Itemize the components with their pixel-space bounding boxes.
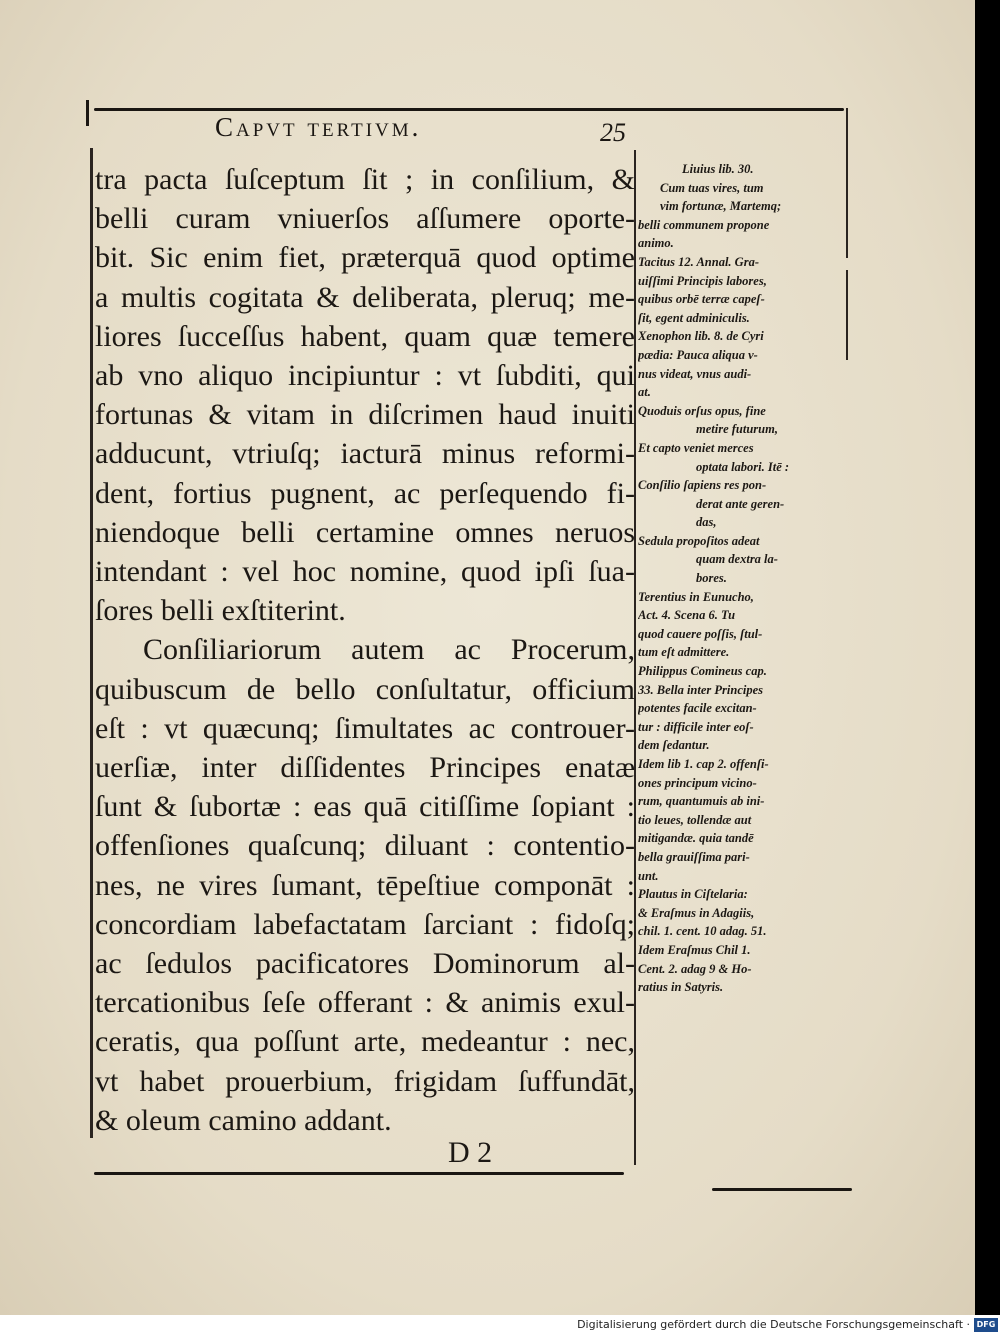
margin-note-line: 33. Bella inter Principes xyxy=(638,682,763,697)
margin-note-line: Conſilio ſapiens res pon- xyxy=(638,478,767,493)
footer-rule-right xyxy=(712,1188,852,1191)
text-line: a multis cogitata & deliberata, pleruq; me- xyxy=(95,280,635,314)
text-line: ac ſedulos pacificatores Dominorum al- xyxy=(95,947,635,981)
margin-note-line: & Eraſmus in Adagiis, xyxy=(638,905,755,920)
margin-note-line: Liuius lib. 30. xyxy=(682,162,754,176)
margin-note-line: dem ſedantur. xyxy=(638,738,710,753)
text-line: & oleum camino addant. xyxy=(95,1103,392,1137)
margin-note-line: quibus orbē terræ capeſ- xyxy=(638,292,765,307)
margin-note-line: Idem Eraſmus Chil 1. xyxy=(638,942,751,957)
text-line: intendant : vel hoc nomine, quod ipſi ſua- xyxy=(95,555,635,589)
margin-note-line: tio leues, tollendæ aut xyxy=(638,812,752,827)
margin-note-line: Quoduis orſus opus, fine xyxy=(638,403,766,418)
margin-note-line: bores. xyxy=(696,571,727,586)
margin-note-line: ratius in Satyris. xyxy=(638,980,724,995)
text-line: liores ſucceſſus habent, quam quæ temere xyxy=(95,319,635,353)
margin-note-line: Tacitus 12. Annal. Gra- xyxy=(638,254,759,269)
header-left-mark xyxy=(86,100,89,126)
text-line: offenſiones quaſcunq; diluant : contentio- xyxy=(95,829,635,863)
text-line: belli curam vniuerſos aſſumere oporte- xyxy=(95,202,635,236)
left-column-rule xyxy=(90,148,93,1138)
text-line: Conſiliariorum autem ac Procerum, xyxy=(143,633,635,667)
margin-note-line: metire futurum, xyxy=(696,422,778,437)
text-line: ſores belli exſtiterint. xyxy=(95,594,346,628)
right-margin-rule-upper xyxy=(846,108,848,258)
margin-note-line: unt. xyxy=(638,868,659,883)
margin-note-line: tur : difficile inter eoſ- xyxy=(638,719,754,734)
text-line: eſt : vt quæcunq; ſimultates ac controuer- xyxy=(95,711,635,745)
margin-note-line: potentes facile excitan- xyxy=(638,701,757,716)
margin-note-line: Xenophon lib. 8. de Cyri xyxy=(638,329,764,344)
margin-note-line: animo. xyxy=(638,236,674,251)
margin-note-line: chil. 1. cent. 10 adag. 51. xyxy=(638,924,767,939)
margin-note-line: tum eſt admittere. xyxy=(638,645,730,660)
text-line: ſunt & ſubortæ : eas quā citiſſime ſopiant : xyxy=(95,790,635,824)
header-rule xyxy=(94,108,844,111)
margin-note-line: Philippus Comineus cap. xyxy=(638,664,767,679)
text-line: vt habet prouerbium, frigidam ſuffundāt, xyxy=(95,1064,635,1098)
main-text xyxy=(95,160,635,1140)
margin-note-line: Idem lib 1. cap 2. offenſi- xyxy=(638,757,769,771)
margin-note-line: mitigandæ. quia tandē xyxy=(638,831,754,846)
margin-note-line: rum, quantumuis ab ini- xyxy=(638,794,765,809)
text-line: quibuscum de bello conſultatur, officium xyxy=(95,672,635,706)
funding-notice: Digitalisierung gefördert durch die Deutsche Forschungsgemeinschaft · xyxy=(577,1318,970,1331)
margin-note-line: Sedula propoſitos adeat xyxy=(638,533,760,548)
margin-note-line: bella grauiſſima pari- xyxy=(638,849,750,864)
margin-note-line: uiſſimi Principis labores, xyxy=(638,273,767,288)
text-line: ceratis, qua poſſunt arte, medeantur : nec, xyxy=(95,1025,635,1059)
signature-mark: D 2 xyxy=(448,1136,493,1169)
margin-note-line: Plautus in Ciſtelaria: xyxy=(638,887,748,902)
text-line: nes, ne vires ſumant, tēpeſtiue componāt : xyxy=(95,868,635,902)
margin-note-line: ſit, egent adminiculis. xyxy=(638,310,750,325)
margin-note-line: das, xyxy=(696,515,717,530)
right-margin-rule-lower xyxy=(846,270,848,360)
text-line: tercationibus ſeſe offerant : & animis exul- xyxy=(95,986,635,1020)
text-line: fortunas & vitam in diſcrimen haud inuiti xyxy=(95,398,635,432)
digitization-footer xyxy=(0,1315,1000,1336)
dfg-logo: DFG xyxy=(974,1318,998,1332)
margin-note-line: nus videat, vnus audi- xyxy=(638,366,752,381)
margin-note-line: at. xyxy=(638,385,651,400)
margin-note-line: belli communem propone xyxy=(638,217,770,232)
margin-notes xyxy=(638,160,846,997)
margin-note-line: Terentius in Eunucho, xyxy=(638,589,754,604)
margin-note-line: Cent. 2. adag 9 & Ho- xyxy=(638,961,752,976)
margin-note-line: vim fortunæ, Martemq; xyxy=(660,199,782,214)
margin-note-line: derat ante geren- xyxy=(696,496,785,511)
running-header: Capvt tertivm. xyxy=(215,112,422,142)
margin-note-line: Cum tuas vires, tum xyxy=(660,180,764,195)
footer-rule xyxy=(94,1172,624,1175)
margin-note-line: quam dextra la- xyxy=(696,552,778,567)
text-line: uerſiæ, inter diſſidentes Principes enatæ xyxy=(95,751,635,785)
page-number: 25 xyxy=(600,118,626,147)
text-line: dent, fortius pugnent, ac perſequendo fi- xyxy=(95,476,635,510)
text-line: ab vno aliquo incipiuntur : vt ſubditi, qui xyxy=(95,359,635,393)
text-line: bit. Sic enim fiet, præterquā quod optime xyxy=(95,241,635,275)
text-line: niendoque belli certamine omnes neruos xyxy=(95,515,635,549)
margin-note-line: Et capto veniet merces xyxy=(638,440,754,455)
margin-note-line: quod cauere poſſis, ſtul- xyxy=(638,626,763,641)
text-line: concordiam labefactatam ſarciant : fidoſq; xyxy=(95,907,635,941)
margin-note-line: pædia: Pauca aliqua v- xyxy=(638,347,758,362)
margin-note-line: Act. 4. Scena 6. Tu xyxy=(638,608,736,623)
margin-note-line: optata labori. Itē : xyxy=(696,459,790,474)
text-line: adducunt, vtriuſq; iacturā minus reformi- xyxy=(95,437,635,471)
margin-note-line: ones principum vicino- xyxy=(638,775,757,790)
text-line: tra pacta ſuſceptum ſit ; in conſilium, & xyxy=(95,163,635,196)
